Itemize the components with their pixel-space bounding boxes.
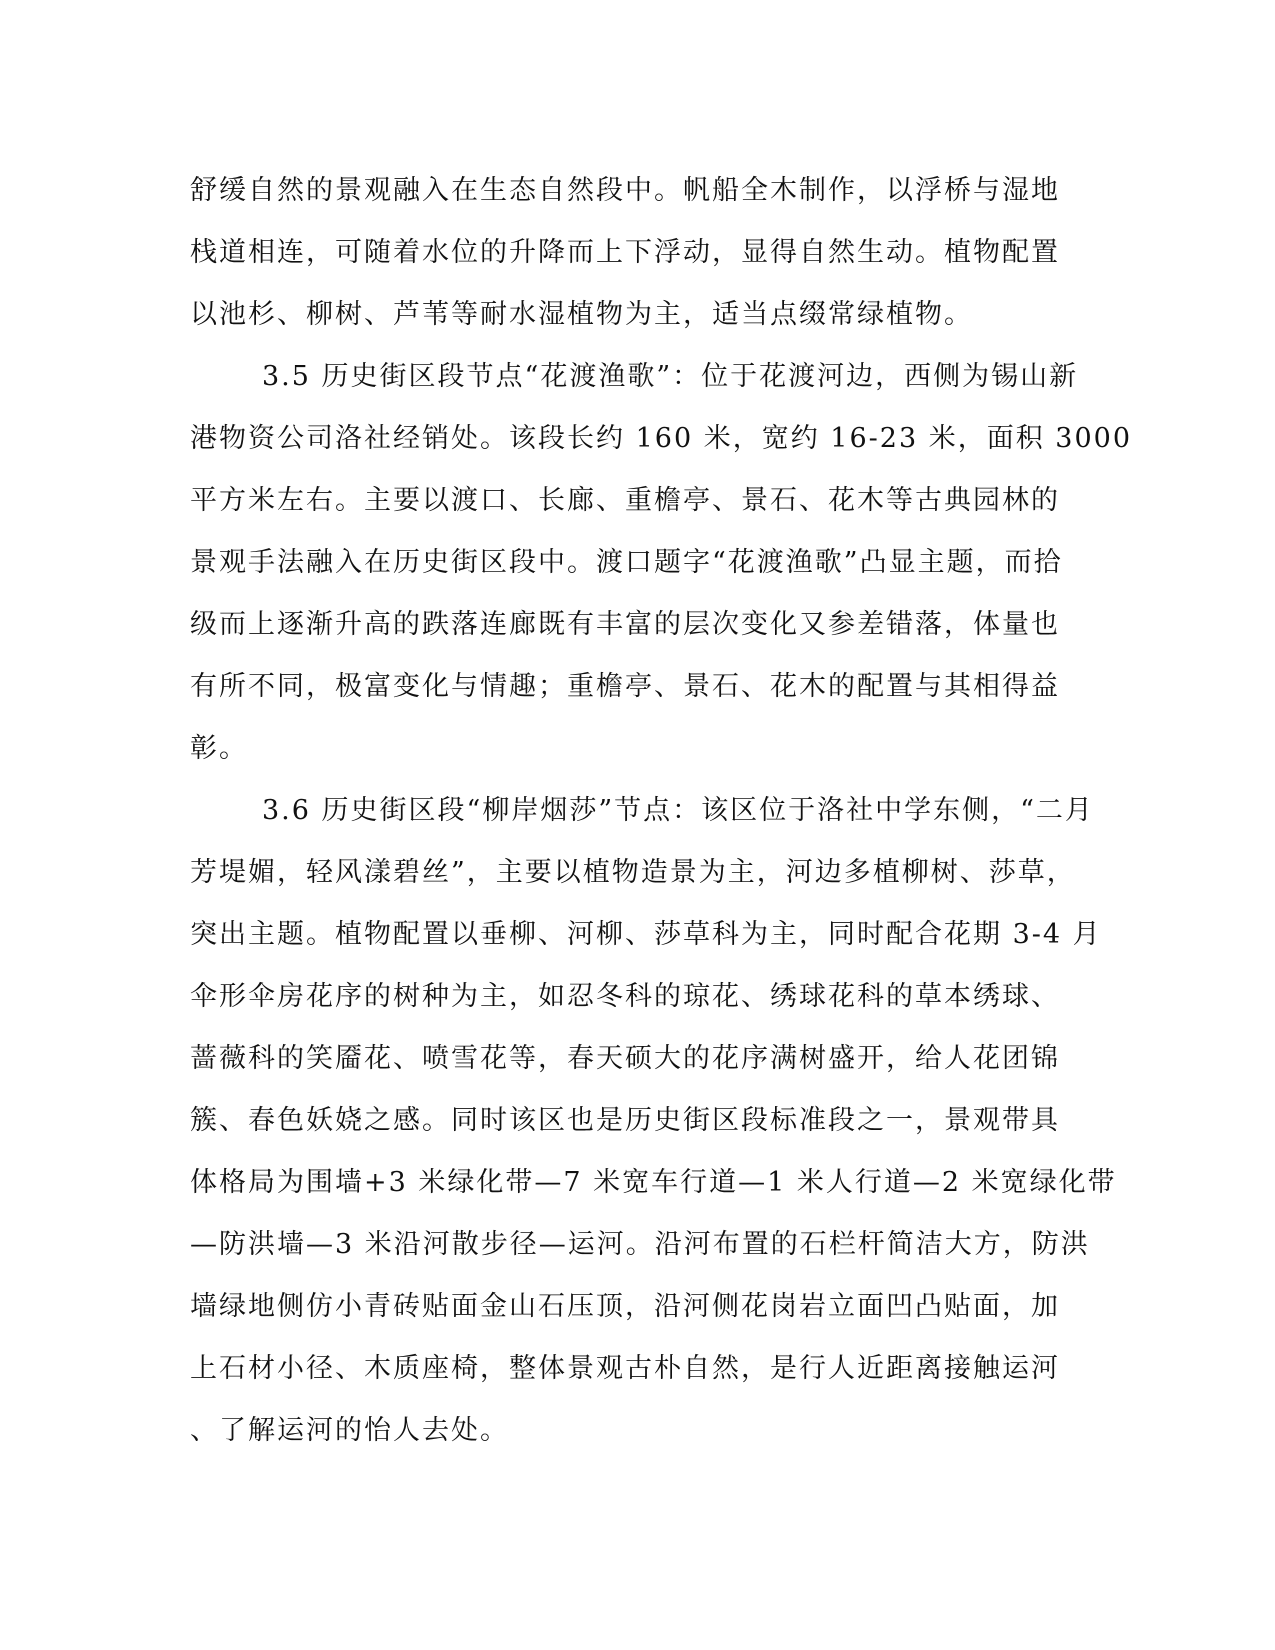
text-line: —防洪墙—3 米沿河散步径—运河。沿河布置的石栏杆简洁大方，防洪: [190, 1229, 1090, 1260]
text-line: 伞形伞房花序的树种为主，如忍冬科的琼花、绣球花科的草本绣球、: [190, 981, 1060, 1012]
text-line: 有所不同，极富变化与情趣；重檐亭、景石、花木的配置与其相得益: [190, 671, 1060, 702]
section-3-5-heading-line: 3.5 历史街区段节点“花渡渔歌”：位于花渡河边，西侧为锡山新: [262, 361, 1079, 392]
text-line: 景观手法融入在历史街区段中。渡口题字“花渡渔歌”凸显主题，而拾: [190, 547, 1063, 578]
text-line: 上石材小径、木质座椅，整体景观古朴自然，是行人近距离接触运河: [190, 1353, 1060, 1384]
text-line: 级而上逐渐升高的跌落连廊既有丰富的层次变化又参差错落，体量也: [190, 609, 1060, 640]
text-line: 簇、春色妖娆之感。同时该区也是历史街区段标准段之一，景观带具: [190, 1105, 1060, 1136]
text-line: 舒缓自然的景观融入在生态自然段中。帆船全木制作，以浮桥与湿地: [190, 175, 1060, 206]
text-line: 彰。: [190, 733, 248, 764]
text-line: 港物资公司洛社经销处。该段长约 160 米，宽约 16-23 米，面积 3000: [190, 423, 1132, 454]
text-line: 体格局为围墙+3 米绿化带—7 米宽车行道—1 米人行道—2 米宽绿化带: [190, 1167, 1117, 1198]
text-line: 墙绿地侧仿小青砖贴面金山石压顶，沿河侧花岗岩立面凹凸贴面，加: [190, 1291, 1060, 1322]
text-line: 平方米左右。主要以渡口、长廊、重檐亭、景石、花木等古典园林的: [190, 485, 1060, 516]
text-line: 突出主题。植物配置以垂柳、河柳、莎草科为主，同时配合花期 3-4 月: [190, 919, 1102, 950]
text-line: 、了解运河的怡人去处。: [190, 1415, 509, 1446]
text-line: 栈道相连，可随着水位的升降而上下浮动，显得自然生动。植物配置: [190, 237, 1060, 268]
body-text: [190, 160, 1132, 1462]
text-line: 以池杉、柳树、芦苇等耐水湿植物为主，适当点缀常绿植物。: [190, 299, 973, 330]
section-3-6-heading-line: 3.6 历史街区段“柳岸烟莎”节点：该区位于洛社中学东侧，“二月: [262, 795, 1094, 826]
text-line: 蔷薇科的笑靥花、喷雪花等，春天硕大的花序满树盛开，给人花团锦: [190, 1043, 1060, 1074]
text-line: 芳堤媚，轻风漾碧丝”，主要以植物造景为主，河边多植柳树、莎草，: [190, 857, 1076, 888]
